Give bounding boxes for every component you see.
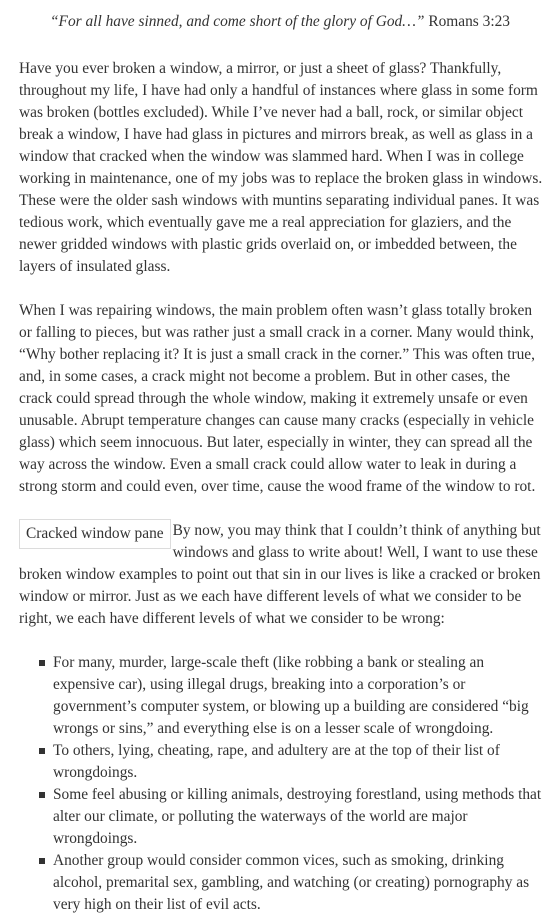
list-item (39, 740, 547, 784)
paragraph-3: By now, you may think that I couldn’t think of anything but windows and glass to write about! Well, I want to use these broken window examples to point out that sin in our lives is like a cracked or broken window or mirror. Just as we each have different levels of what we consider to be right, we each have different levels of what we consider to be wrong: (19, 522, 541, 627)
list-item-text: Some feel abusing or killing animals, destroying forestland, using methods that alter our climate, or polluting the waterways of the world are major wrongdoings. (53, 786, 542, 847)
list-item (39, 784, 547, 850)
list-item-text: To others, lying, cheating, rape, and adultery are at the top of their list of wrongdoings. (53, 742, 500, 781)
bullet-square-icon (39, 748, 45, 754)
list-item-text: For many, murder, large-scale theft (like robbing a bank or stealing an expensive car), using illegal drugs, breaking into a corporation’s or government’s computer system, or blowing up a building are considered “big wrongs or sins,” and everything else is on a lesser scale of wrongdoing. (53, 654, 529, 737)
wrongdoing-list (19, 652, 547, 916)
article-body (19, 58, 547, 916)
epigraph (0, 11, 560, 33)
list-item (39, 652, 547, 740)
bullet-square-icon (39, 858, 45, 864)
bullet-square-icon (39, 660, 45, 666)
list-item (39, 850, 547, 916)
paragraph-2: When I was repairing windows, the main problem often wasn’t glass totally broken or falling to pieces, but was rather just a small crack in a corner. Many would think, “Why bother replacing it? It is just a small crack in the corner.” This was often true, and, in some cases, a crack might not become a problem. But in other cases, the crack could spread through the whole window, making it extremely unsafe or even unusable. Abrupt temperature changes can cause many cracks (especially in vehicle glass) which seem innocuous. But later, especially in winter, they can spread all the way across the window. Even a small crack could allow water to leak in during a strong storm and could even, over time, cause the wood frame of the window to rot. (19, 302, 536, 495)
list-item-text: Another group would consider common vices, such as smoking, drinking alcohol, premarital sex, gambling, and watching (or creating) pornography as very high on their list of evil acts. (53, 852, 530, 913)
bullet-square-icon (39, 792, 45, 798)
epigraph-quote: “For all have sinned, and come short of the glory of God…” (49, 13, 425, 30)
paragraph-1: Have you ever broken a window, a mirror, or just a sheet of glass? Thankfully, throughout my life, I have had only a handful of instances where glass in some form was broken (bottles excluded). While I’ve never had a ball, rock, or similar object break a window, I have had glass in pictures and mirrors break, as well as glass in a window that cracked when the window was slammed hard. When I was in college working in maintenance, one of my jobs was to replace the broken glass in windows. These were the older sash windows with muntins separating individual panes. It was tedious work, which eventually gave me a real appreciation for glaziers, and the newer gridded windows with plastic grids overlaid on, or imbedded between, the layers of insulated glass. (19, 60, 543, 275)
epigraph-reference: Romans 3:23 (428, 13, 511, 30)
image-placeholder: Cracked window pane (19, 519, 171, 549)
paragraph-3-block (19, 520, 547, 630)
